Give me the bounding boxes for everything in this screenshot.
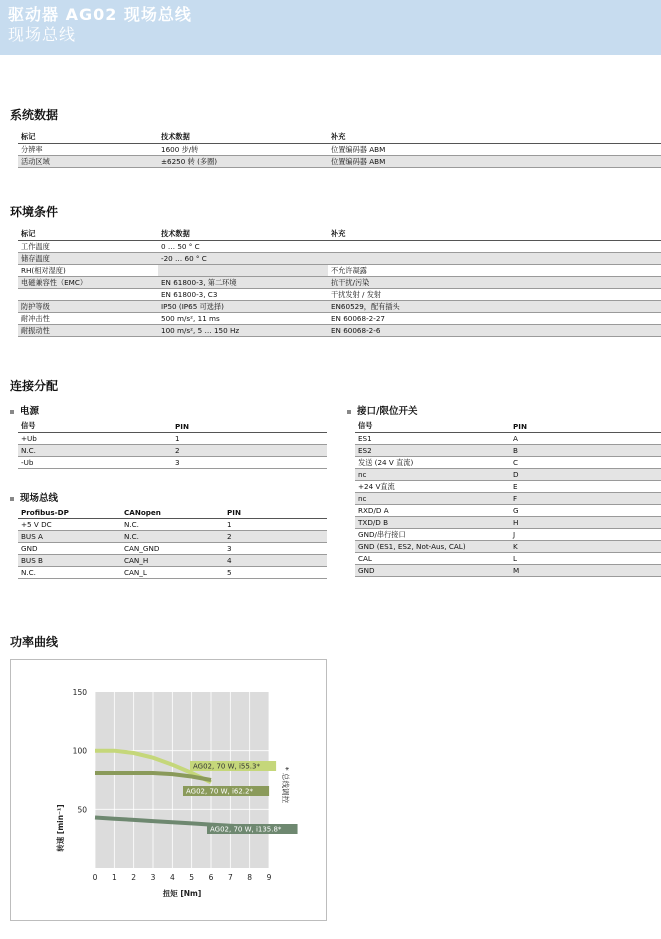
table-cell: ±6250 转 (多圈) [158,156,328,168]
table-cell: ES2 [355,445,510,457]
column-header: 标记 [18,131,158,144]
column-header: PIN [510,420,661,433]
bullet-square-icon [347,410,351,414]
column-header: Profibus-DP [18,507,121,519]
table-row [18,313,661,325]
table-row [18,277,661,289]
table-cell: nc [355,493,510,505]
table-cell: 1 [172,433,327,445]
power-table [18,420,327,469]
column-header: 标记 [18,228,158,241]
table-cell [158,265,328,277]
x-tick-label: 3 [150,873,156,882]
bullet-square-icon [10,410,14,414]
table-cell: D [510,469,661,481]
table-cell: GND/串行接口 [355,529,510,541]
table-cell: 分辨率 [18,144,158,156]
table-row [18,265,661,277]
table-cell [328,241,661,253]
table-cell [18,289,158,301]
x-tick-label: 7 [227,873,233,882]
table-cell: N.C. [18,445,172,457]
table-row [355,469,661,481]
table-row [18,519,327,531]
table-cell: +Ub [18,433,172,445]
column-header: 信号 [18,420,172,433]
power-subtitle: 电源 [10,403,39,417]
environment-title: 环境条件 [10,205,59,219]
x-tick-label: 9 [266,873,272,882]
column-header: 信号 [355,420,510,433]
y-tick-label: 50 [77,805,87,815]
table-row [18,433,327,445]
table-row [18,301,661,313]
table-cell: GND (ES1, ES2, Not-Aus, CAL) [355,541,510,553]
table-cell: ES1 [355,433,510,445]
x-axis-label: 扭矩 [Nm] [162,889,202,898]
fieldbus-subtitle: 现场总线 [10,490,58,504]
side-note: * 总线调控 [281,766,290,804]
table-row [355,541,661,553]
table-cell: 位置编码器 ABM [328,144,661,156]
table-cell: C [510,457,661,469]
table-row [18,289,661,301]
table-cell: 防护等级 [18,301,158,313]
table-row [18,445,327,457]
table-cell: CAN_H [121,555,224,567]
table-header-row [355,420,661,433]
table-cell: 500 m/s², 11 ms [158,313,328,325]
column-header: 技术数据 [158,228,328,241]
table-cell: 3 [172,457,327,469]
table-cell: CAN_L [121,567,224,579]
table-row [355,505,661,517]
table-cell: H [510,517,661,529]
table-cell: 储存温度 [18,253,158,265]
table-row [18,144,661,156]
x-tick-label: 6 [208,873,214,882]
table-cell: 3 [224,543,327,555]
series-label: AG02, 70 W, i135.8* [210,825,282,834]
table-cell: EN 61800-3, 第二环境 [158,277,328,289]
table-cell: -20 … 60 ° C [158,253,328,265]
table-cell: 耐振动性 [18,325,158,337]
table-row [18,457,327,469]
table-row [18,531,327,543]
table-row [355,553,661,565]
table-cell: 活动区域 [18,156,158,168]
table-cell: G [510,505,661,517]
system-data-title: 系统数据 [10,108,59,122]
table-row [355,481,661,493]
table-cell: 电磁兼容性（EMC） [18,277,158,289]
table-cell: 发送 (24 V 直流) [355,457,510,469]
page-header [0,0,661,55]
power-curve-chart [11,660,328,922]
x-tick-label: 4 [169,873,175,882]
bullet-square-icon [10,497,14,501]
table-cell: CAL [355,553,510,565]
table-cell: 5 [224,567,327,579]
table-cell: N.C. [121,519,224,531]
table-cell: 100 m/s², 5 … 150 Hz [158,325,328,337]
table-row [18,567,327,579]
table-row [355,493,661,505]
plot-area [95,692,269,868]
table-cell: F [510,493,661,505]
series-label: AG02, 70 W, i55.3* [193,762,260,771]
table-cell: 2 [224,531,327,543]
column-header: PIN [224,507,327,519]
table-cell: +5 V DC [18,519,121,531]
table-cell: K [510,541,661,553]
table-cell: GND [18,543,121,555]
page-subtitle: 现场总线 [8,25,77,44]
table-row [355,529,661,541]
column-header: 补充 [328,131,661,144]
table-row [355,517,661,529]
table-cell: TXD/D B [355,517,510,529]
x-tick-label: 8 [247,873,253,882]
table-row [18,325,661,337]
table-cell: M [510,565,661,577]
table-row [18,543,327,555]
y-axis-label: 转速 [min⁻¹] [56,804,65,852]
table-cell: EN60529，配有插头 [328,301,661,313]
column-header: PIN [172,420,327,433]
table-cell: 抗干扰/污染 [328,277,661,289]
table-cell [328,253,661,265]
table-cell: IP50 (IP65 可选择) [158,301,328,313]
power-curve-title: 功率曲线 [10,635,59,649]
table-cell: 不允许凝露 [328,265,661,277]
table-cell: RXD/D A [355,505,510,517]
x-tick-label: 1 [111,873,117,882]
table-cell: 工作温度 [18,241,158,253]
column-header: 技术数据 [158,131,328,144]
table-cell: nc [355,469,510,481]
table-cell: 1 [224,519,327,531]
table-row [355,457,661,469]
table-cell: EN 61800-3, C3 [158,289,328,301]
table-cell: GND [355,565,510,577]
table-cell: -Ub [18,457,172,469]
table-cell: L [510,553,661,565]
table-header-row [18,228,661,241]
table-row [355,433,661,445]
table-cell: J [510,529,661,541]
x-tick-label: 0 [92,873,98,882]
table-cell: EN 60068-2-27 [328,313,661,325]
table-cell: B [510,445,661,457]
table-cell: 2 [172,445,327,457]
table-cell: 0 … 50 ° C [158,241,328,253]
series-label: AG02, 70 W, i62.2* [186,787,253,796]
table-cell: 1600 步/转 [158,144,328,156]
table-cell: 位置编码器 ABM [328,156,661,168]
table-cell: BUS B [18,555,121,567]
interface-subtitle: 接口/限位开关 [347,403,417,417]
x-tick-label: 5 [189,873,195,882]
table-cell: 4 [224,555,327,567]
table-row [18,253,661,265]
environment-table [18,228,661,337]
table-row [355,565,661,577]
page-title: 驱动器 AG02 现场总线 [8,5,192,24]
table-cell: 耐冲击性 [18,313,158,325]
table-header-row [18,420,327,433]
system-data-table [18,131,661,168]
table-row [18,241,661,253]
table-cell: EN 60068-2-6 [328,325,661,337]
table-cell: CAN_GND [121,543,224,555]
y-tick-label: 150 [72,688,87,697]
interface-table [355,420,661,577]
column-header: 补充 [328,228,661,241]
table-cell: E [510,481,661,493]
table-header-row [18,131,661,144]
table-cell: +24 V直流 [355,481,510,493]
x-tick-label: 2 [131,873,137,882]
connection-title: 连接分配 [10,379,59,393]
power-curve-chart-frame [10,659,327,921]
table-cell: RH(相对湿度) [18,265,158,277]
table-row [18,555,327,567]
table-cell: 干扰发射 / 发射 [328,289,661,301]
table-cell: N.C. [18,567,121,579]
table-header-row [18,507,327,519]
y-tick-label: 100 [72,746,87,756]
table-row [355,445,661,457]
table-row [18,156,661,168]
table-cell: A [510,433,661,445]
fieldbus-table [18,507,327,579]
table-cell: BUS A [18,531,121,543]
column-header: CANopen [121,507,224,519]
table-cell: N.C. [121,531,224,543]
